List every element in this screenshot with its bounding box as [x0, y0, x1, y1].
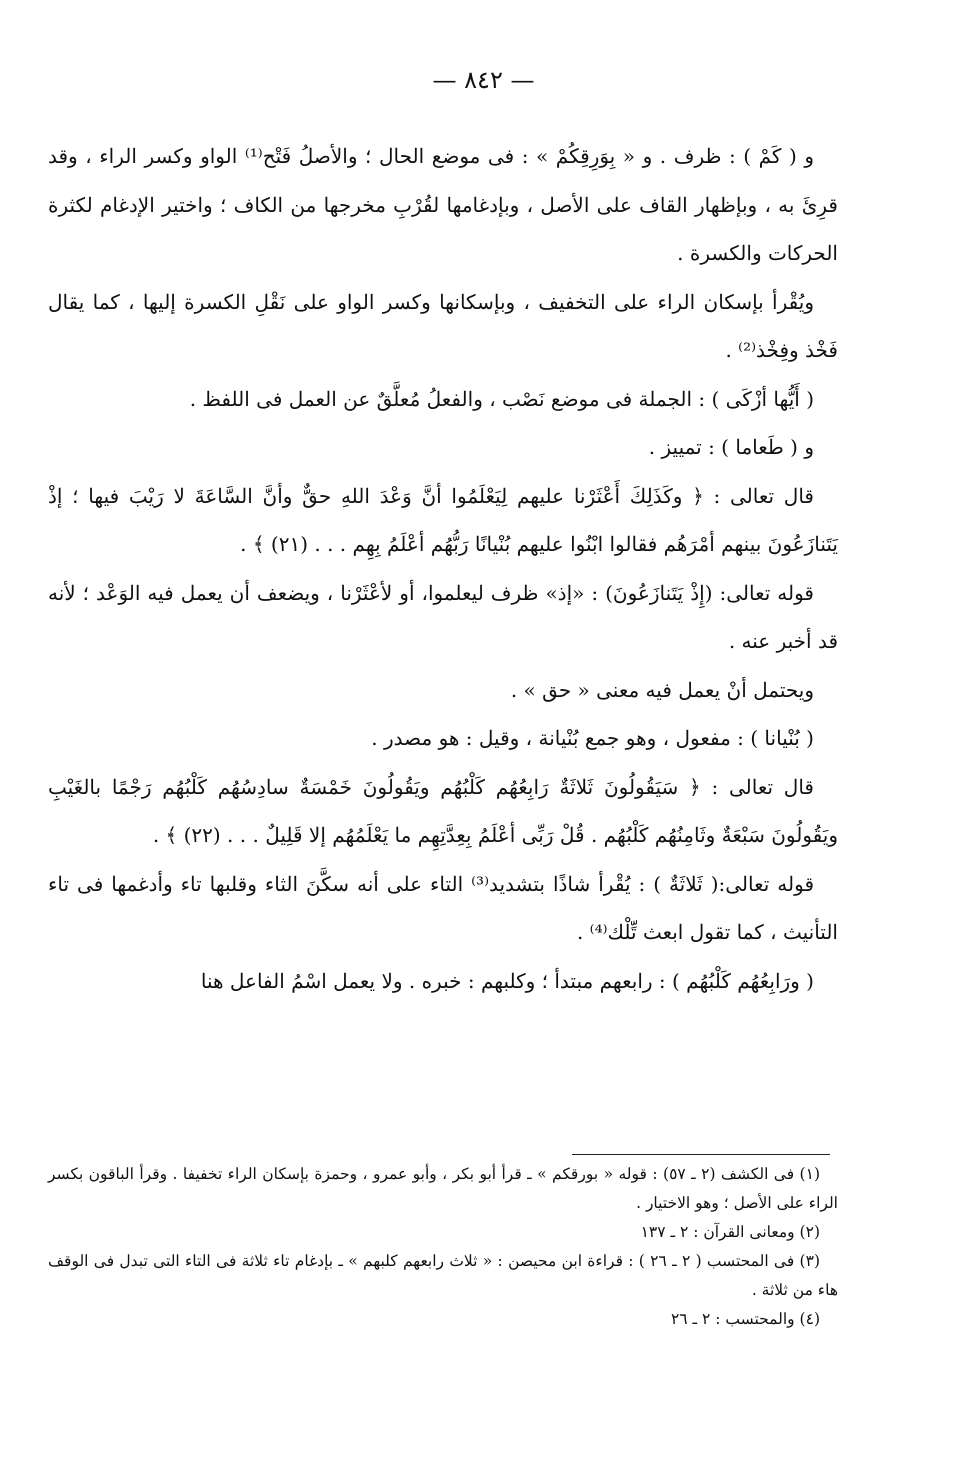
footnote-3: (٣) فى المحتسب ( ٢ ـ ٢٦ ) : قراءة ابن محيصن : « ثلاث رابعهم كلبهم » ـ بإدغام تاء ثلاثة فى التاء التى تبدل فى الوقف هاء من ثلاثة .: [48, 1252, 838, 1299]
paragraph-taaman: و ( طَعاما ) : تمييز .: [648, 435, 814, 459]
paragraph-bunyan: ( بُنْيانا ) : مفعول ، وهو جمع بُنْيانة ، وقيل : هو مصدر .: [371, 726, 814, 750]
footnote-2: (٢) ومعانى القرآن : ٢ ـ ١٣٧: [640, 1223, 820, 1241]
paragraph-kam: و ( كَمْ ) : ظرف . و « بِوَرِقِكُمْ » : فى موضع الحال ؛ والأصلُ فَتْح⁽¹⁾ الواو وكسر الراء ، وقد قرِئَ به ، وبإظهار القاف على الأصل ، وبإدغامها لقُرْبِ مخرجها من الكاف ؛ واختير الإدغام لكثرة الحركات والكسرة .: [48, 144, 838, 265]
paragraph-idh: قوله تعالى: (إِذْ يَتَنازَعُونَ) : «إذ» ظرف ليعلموا، أو لأعْثَرْنا ، ويضعف أن يعمل فيه الوَعْد ؛ لأنه قد أخبر عنه .: [48, 580, 838, 653]
footnote-1: (١) فى الكشف (٢ ـ ٥٧) : قوله « بورقكم » ـ قرأ أبو بكر ، وأبو عمرو ، وحمزة بإسكان الراء تخفيفا . وقرأ الباقون بكسر الراء على الأصل ؛ وهو الاختيار .: [48, 1165, 838, 1212]
verse-22: قال تعالى : ﴿ سَيَقُولُونَ ثَلاثَةٌ رَابِعُهُم كَلْبُهُم ويَقُولُونَ خَمْسَةٌ سادِسُهُم كَلْبُهُم رَجْمًا بالغَيْبِ ويَقُولُونَ سَبْعَةٌ وثَامِنُهُم كَلْبُهُم . قُلْ رَبِّى أعْلَمُ بِعِدَّتِهِم ما يَعْلَمُهُم إلا قَلِيلٌ . . . (٢٢) ﴾ .: [48, 774, 838, 847]
footnotes: [48, 1160, 838, 1334]
footnote-divider: [572, 1154, 830, 1155]
paragraph-ayyuha: ( أَيُّها أزْكَى ) : الجملة فى موضع نَصْب ، والفعلُ مُعلَّقٌ عن العمل فى اللفظ .: [189, 386, 814, 411]
paragraph-thalatha: قوله تعالى:( ثَلاثَةٌ ) : يُقْرأ شاذًا بتشديد⁽³⁾ التاء على أنه سكَّنَ الثاء وقلبها تاء وأدغمها فى تاء التأنيث ، كما تقول ابعث تِّلْك⁽⁴⁾ .: [48, 871, 838, 944]
paragraph-rabiuhum: ( ورَابِعُهُم كَلْبُهُم ) : رابعهم مبتدأ ؛ وكلبهم : خبره . ولا يعمل اسْمُ الفاعل هنا: [200, 968, 814, 993]
paragraph-reading-variants: ويُقْرأ بإسكان الراء على التخفيف ، وبإسكانها وكسر الواو على نَقْلِ الكسرة إليها ، كما يقال فَخْذ وفِخْذ⁽²⁾ .: [48, 289, 838, 362]
verse-21: قال تعالى : ﴿ وكَذَلِكَ أَعْثَرْنا عليهم لِيَعْلَمُوا أنَّ وَعْدَ اللهِ حقٌّ وأنَّ السَّاعَةَ لا رَيْبَ فيها ؛ إذْ يَتَنازَعُونَ بينهم أمْرَهُم فقالوا ابْنُوا عليهم بُنْيانًا رَبُّهُم أعْلَمُ بِهِم . . . (٢١) ﴾ .: [48, 483, 838, 556]
page-number: — ٨٤٢ —: [432, 66, 535, 94]
main-text: [48, 132, 838, 1005]
footnote-4: (٤) والمحتسب : ٢ ـ ٢٦: [670, 1310, 820, 1328]
paragraph-haqq: ويحتمل أنْ يعمل فيه معنى « حق » .: [510, 677, 814, 702]
